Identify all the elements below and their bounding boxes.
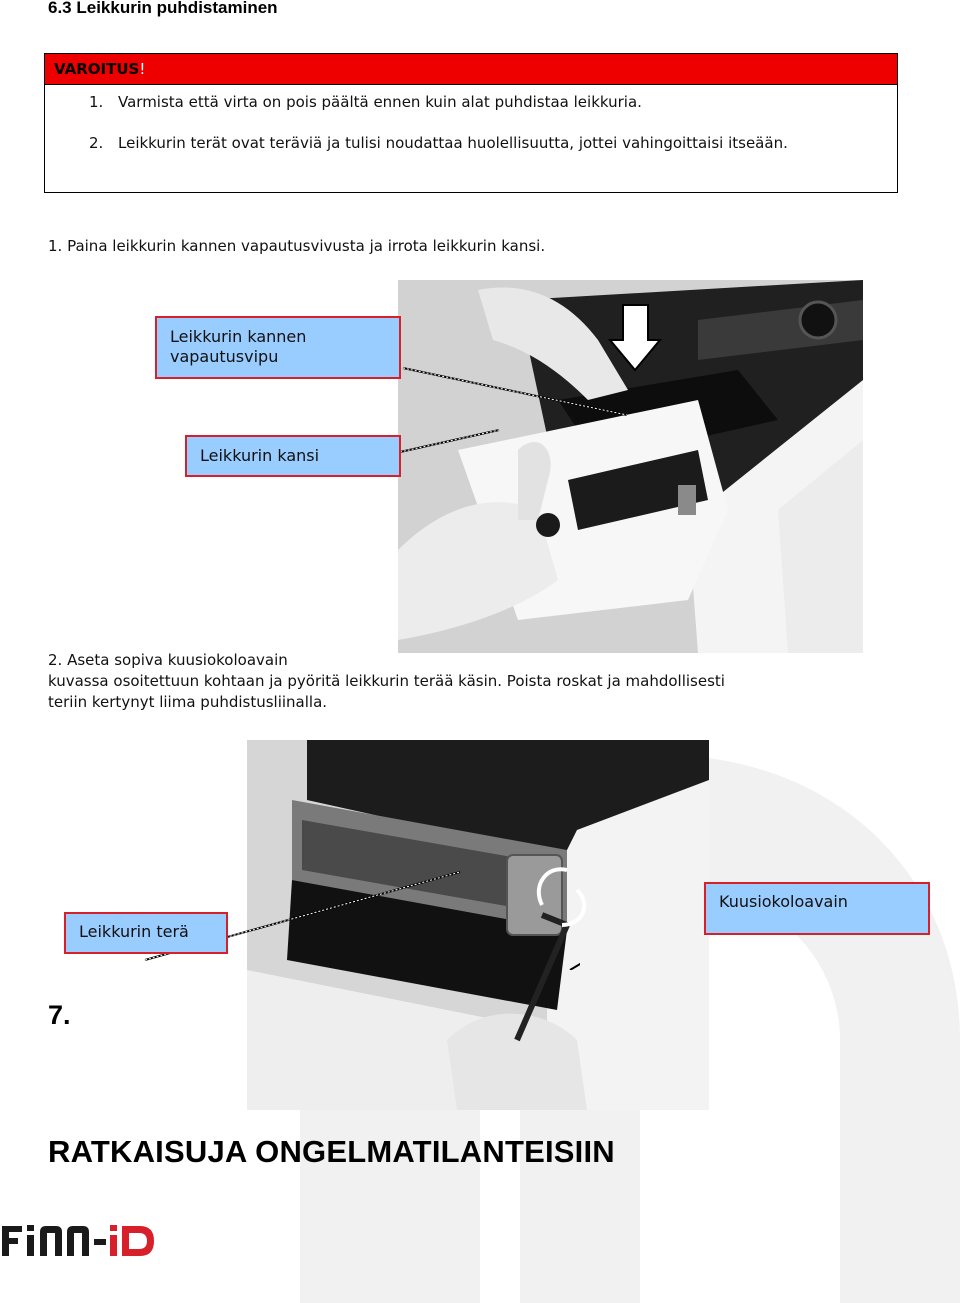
- callout-blade-label: Leikkurin terä: [79, 922, 189, 941]
- cutter-cover-photo: [398, 280, 863, 653]
- chapter-title: RATKAISUJA ONGELMATILANTEISIIN: [48, 1134, 615, 1169]
- warning-header: [45, 54, 897, 85]
- callout-blade: [64, 912, 228, 954]
- step2-instruction: [48, 650, 725, 713]
- warning-item-number: 1.: [89, 93, 104, 111]
- callout-hex-key-label: Kuusiokoloavain: [719, 892, 848, 911]
- step1-instruction: 1. Paina leikkurin kannen vapautusvivusta ja irrota leikkurin kansi.: [48, 237, 546, 255]
- warning-label: VAROITUS: [54, 60, 140, 78]
- chapter-number: 7.: [48, 1000, 71, 1030]
- callout-cover: [185, 435, 401, 477]
- warning-item-text: Leikkurin terät ovat teräviä ja tulisi noudattaa huolellisuutta, jottei vahingoittaisi itseään.: [118, 134, 788, 152]
- warning-item-number: 2.: [89, 134, 104, 152]
- logo-graphic: [0, 1220, 160, 1262]
- warning-item: [89, 134, 788, 152]
- cutter-cover-illustration: [398, 280, 863, 653]
- logo-text: FiNN-iD: [0, 1220, 4, 1221]
- warning-item: [89, 93, 642, 111]
- step2-line: kuvassa osoitettuun kohtaan ja pyöritä leikkurin terää käsin. Poista roskat ja mahdollisesti: [48, 672, 725, 690]
- warning-exclamation: !: [139, 60, 146, 78]
- step2-line: teriin kertynyt liima puhdistusliinalla.: [48, 693, 328, 711]
- step2-line: 2. Aseta sopiva kuusiokoloavain: [48, 651, 288, 669]
- section-title: 6.3 Leikkurin puhdistaminen: [48, 0, 278, 17]
- callout-lever: [155, 316, 401, 379]
- callout-hex-key: [704, 882, 930, 935]
- warning-box: [44, 53, 898, 193]
- callout-cover-label: Leikkurin kansi: [200, 446, 320, 465]
- callout-lever-line2: vapautusvipu: [170, 347, 279, 366]
- finn-id-logo: [0, 1220, 160, 1266]
- warning-item-text: Varmista että virta on pois päältä ennen kuin alat puhdistaa leikkuria.: [118, 93, 642, 111]
- leader-lines-figure1: [395, 360, 635, 460]
- callout-lever-line1: Leikkurin kannen: [170, 327, 307, 346]
